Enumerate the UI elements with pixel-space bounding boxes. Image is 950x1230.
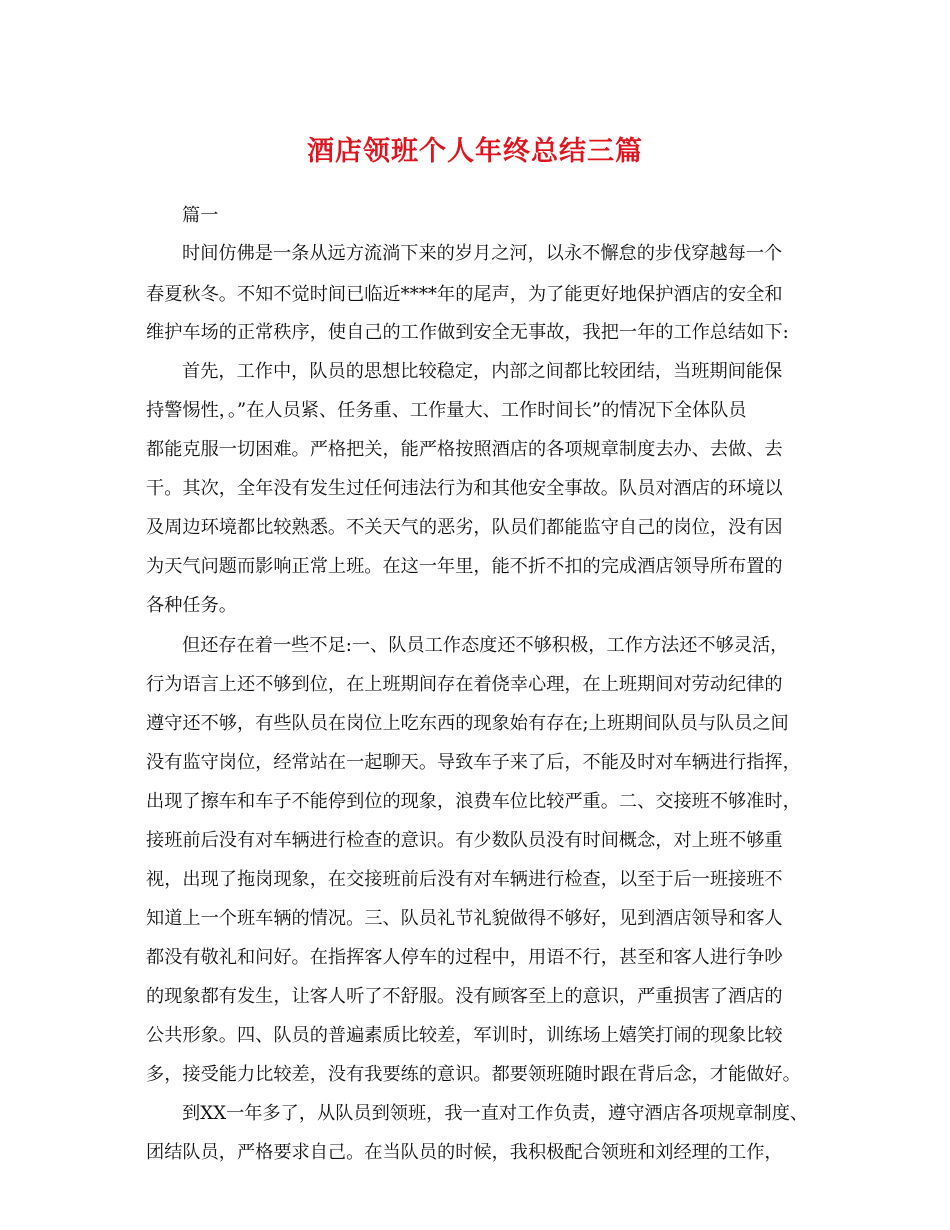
text-line: 都没有敬礼和问好。在指挥客人停车的过程中，用语不行，甚至和客人进行争吵 (146, 947, 783, 968)
text-line: 都能克服一切困难。严格把关，能严格按照酒店的各项规章制度去办、去做、去 (146, 439, 783, 460)
text-line: 公共形象。四、队员的普遍素质比较差，军训时，训练场上嬉笑打闹的现象比较 (146, 1025, 783, 1046)
document-title: 酒店领班个人年终总结三篇 (307, 136, 643, 167)
text-line: 首先，工作中，队员的思想比较稳定，内部之间都比较团结，当班期间能保 (182, 361, 783, 382)
text-line: 没有监守岗位，经常站在一起聊天。导致车子来了后，不能及时对车辆进行指挥， (146, 752, 801, 773)
text-line: 为天气问题而影响正常上班。在这一年里，能不折不扣的完成酒店领导所布置的 (146, 556, 783, 577)
text-line: 持警惕性，。”在人员紧、任务重、工作量大、工作时间长”的情况下全体队员 (146, 400, 747, 421)
text-line: 时间仿佛是一条从远方流淌下来的岁月之河，以永不懈怠的步伐穿越每一个 (182, 243, 783, 264)
text-line: 行为语言上还不够到位，在上班期间存在着侥幸心理，在上班期间对劳动纪律的 (146, 674, 783, 695)
text-line: 出现了擦车和车子不能停到位的现象，浪费车位比较严重。二、交接班不够准时， (146, 791, 801, 812)
text-line: 维护车场的正常秩序，使自己的工作做到安全无事故，我把一年的工作总结如下: (146, 322, 789, 343)
text-line: 团结队员，严格要求自己。在当队员的时候，我积极配合领班和刘经理的工作， (146, 1142, 783, 1163)
text-line: 但还存在着一些不足:一、队员工作态度还不够积极，工作方法还不够灵活， (182, 635, 789, 656)
text-line: 知道上一个班车辆的情况。三、队员礼节礼貌做得不够好，见到酒店领导和客人 (146, 908, 783, 929)
text-line: 春夏秋冬。不知不觉时间已临近****年的尾声，为了能更好地保护酒店的安全和 (146, 284, 783, 305)
section-heading: 篇一 (182, 205, 219, 226)
text-line: 遵守还不够，有些队员在岗位上吃东西的现象始有存在;上班期间队员与队员之间 (146, 713, 789, 734)
text-line: 及周边环境都比较熟悉。不关天气的恶劣，队员们都能监守自己的岗位，没有因 (146, 517, 783, 538)
text-line: 的现象都有发生，让客人听了不舒服。没有顾客至上的意识，严重损害了酒店的 (146, 986, 783, 1007)
text-line: 视，出现了拖岗现象，在交接班前后没有对车辆进行检查，以至于后一班接班不 (146, 869, 783, 890)
text-line: 多，接受能力比较差，没有我要练的意识。都要领班随时跟在背后念，才能做好。 (146, 1064, 801, 1085)
text-line: 干。其次，全年没有发生过任何违法行为和其他安全事故。队员对酒店的环境以 (146, 478, 783, 499)
text-line: 接班前后没有对车辆进行检查的意识。有少数队员没有时间概念，对上班不够重 (146, 830, 783, 851)
text-line: 到XX一年多了，从队员到领班，我一直对工作负责，遵守酒店各项规章制度、 (182, 1103, 809, 1124)
text-line: 各种任务。 (146, 595, 237, 616)
